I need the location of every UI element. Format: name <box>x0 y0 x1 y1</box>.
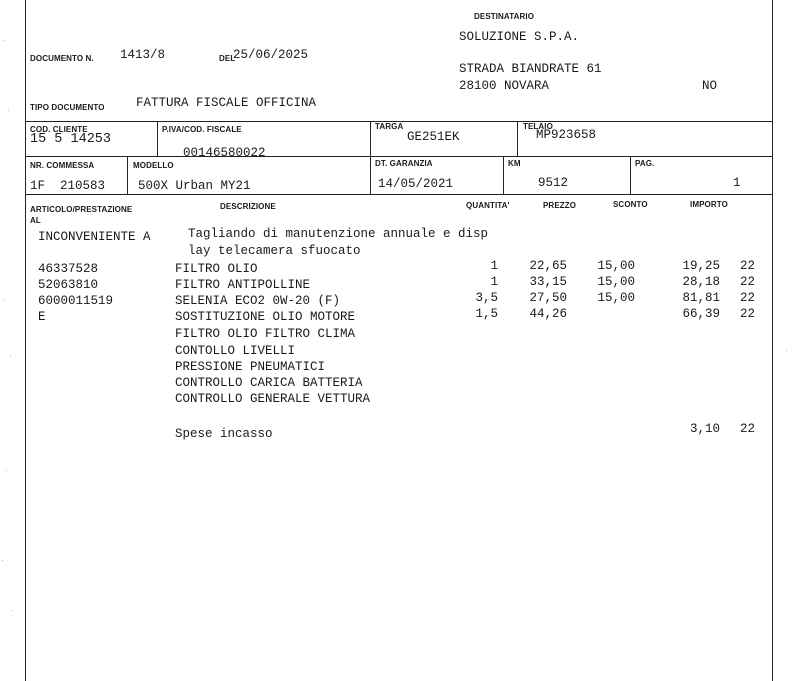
item-price: 33,15 <box>529 275 567 289</box>
documento-label: DOCUMENTO N. <box>30 54 94 63</box>
spese-description: Spese incasso <box>175 427 273 441</box>
item-vat: 22 <box>740 307 756 321</box>
vat-number: 00146580022 <box>183 146 266 160</box>
item-quantity: 1 <box>490 275 498 289</box>
item-quantity: 1 <box>490 259 498 273</box>
item-amount: 66,39 <box>682 307 720 321</box>
item-description: FILTRO OLIO <box>175 262 258 276</box>
item-quantity: 1,5 <box>475 307 498 321</box>
item-amount: 19,25 <box>682 259 720 273</box>
document-date: 25/06/2025 <box>233 48 309 62</box>
item-vat: 22 <box>740 259 756 273</box>
item-discount: 15,00 <box>597 259 635 273</box>
inconveniente-desc-line2: lay telecamera sfuocato <box>188 244 361 258</box>
tipo-documento-label: TIPO DOCUMENTO <box>30 103 105 112</box>
modello-label: MODELLO <box>133 161 174 170</box>
commessa-label: NR. COMMESSA <box>30 161 95 170</box>
inconveniente-desc-line1: Tagliando di manutenzione annuale e disp <box>188 227 489 241</box>
item-description: SELENIA ECO2 0W-20 (F) <box>175 294 341 308</box>
item-vat: 22 <box>740 291 756 305</box>
job-number: 1F 210583 <box>30 179 106 193</box>
col-importo: IMPORTO <box>690 200 728 209</box>
item-code: 46337528 <box>38 262 99 276</box>
page-number: 1 <box>733 176 741 190</box>
garanzia-label: DT. GARANZIA <box>375 159 433 168</box>
list-item: CONTROLLO CARICA BATTERIA <box>175 376 363 390</box>
list-item: FILTRO OLIO FILTRO CLIMA <box>175 327 356 341</box>
pag-label: PAG. <box>635 159 655 168</box>
km-label: KM <box>508 159 521 168</box>
item-code: 52063810 <box>38 278 99 292</box>
item-description: FILTRO ANTIPOLLINE <box>175 278 311 292</box>
col-prezzo: PREZZO <box>543 201 577 210</box>
license-plate: GE251EK <box>407 130 460 144</box>
item-price: 44,26 <box>529 307 567 321</box>
col-al: AL <box>30 216 41 225</box>
recipient-street: STRADA BIANDRATE 61 <box>459 62 602 76</box>
recipient-city: 28100 NOVARA <box>459 79 550 93</box>
item-vat: 22 <box>740 275 756 289</box>
piva-label: P.IVA/COD. FISCALE <box>162 125 242 134</box>
col-sconto: SCONTO <box>613 200 648 209</box>
item-discount: 15,00 <box>597 291 635 305</box>
item-quantity: 3,5 <box>475 291 498 305</box>
inconveniente-code: INCONVENIENTE A <box>38 230 151 244</box>
item-price: 22,65 <box>529 259 567 273</box>
spese-vat: 22 <box>740 422 756 436</box>
spese-amount: 3,10 <box>689 422 720 436</box>
col-articolo: ARTICOLO/PRESTAZIONE <box>30 205 133 214</box>
item-code: 6000011519 <box>38 294 114 308</box>
cod-cliente-label: COD. CLIENTE <box>30 125 88 134</box>
list-item: PRESSIONE PNEUMATICI <box>175 360 326 374</box>
item-amount: 81,81 <box>682 291 720 305</box>
vehicle-model: 500X Urban MY21 <box>138 179 251 193</box>
date-label: DEL <box>219 54 236 63</box>
list-item: CONTOLLO LIVELLI <box>175 344 296 358</box>
telaio-label: TELAIO <box>523 122 553 131</box>
document-type: FATTURA FISCALE OFFICINA <box>136 96 317 110</box>
mileage: 9512 <box>538 176 569 190</box>
list-item: CONTROLLO GENERALE VETTURA <box>175 392 371 406</box>
col-quantita: QUANTITA' <box>466 201 510 210</box>
item-amount: 28,18 <box>682 275 720 289</box>
item-price: 27,50 <box>529 291 567 305</box>
document-number: 1413/8 <box>120 48 166 62</box>
col-descrizione: DESCRIZIONE <box>220 202 276 211</box>
warranty-date: 14/05/2021 <box>378 177 454 191</box>
item-discount: 15,00 <box>597 275 635 289</box>
customer-code: 15 5 14253 <box>30 132 112 147</box>
recipient-name: SOLUZIONE S.P.A. <box>459 30 580 44</box>
chassis-number: MP923658 <box>536 128 597 142</box>
item-code: E <box>38 310 46 324</box>
targa-label: TARGA <box>375 122 404 131</box>
recipient-province: NO <box>702 79 718 93</box>
destinatario-label: DESTINATARIO <box>474 12 535 21</box>
item-description: SOSTITUZIONE OLIO MOTORE <box>175 310 356 324</box>
